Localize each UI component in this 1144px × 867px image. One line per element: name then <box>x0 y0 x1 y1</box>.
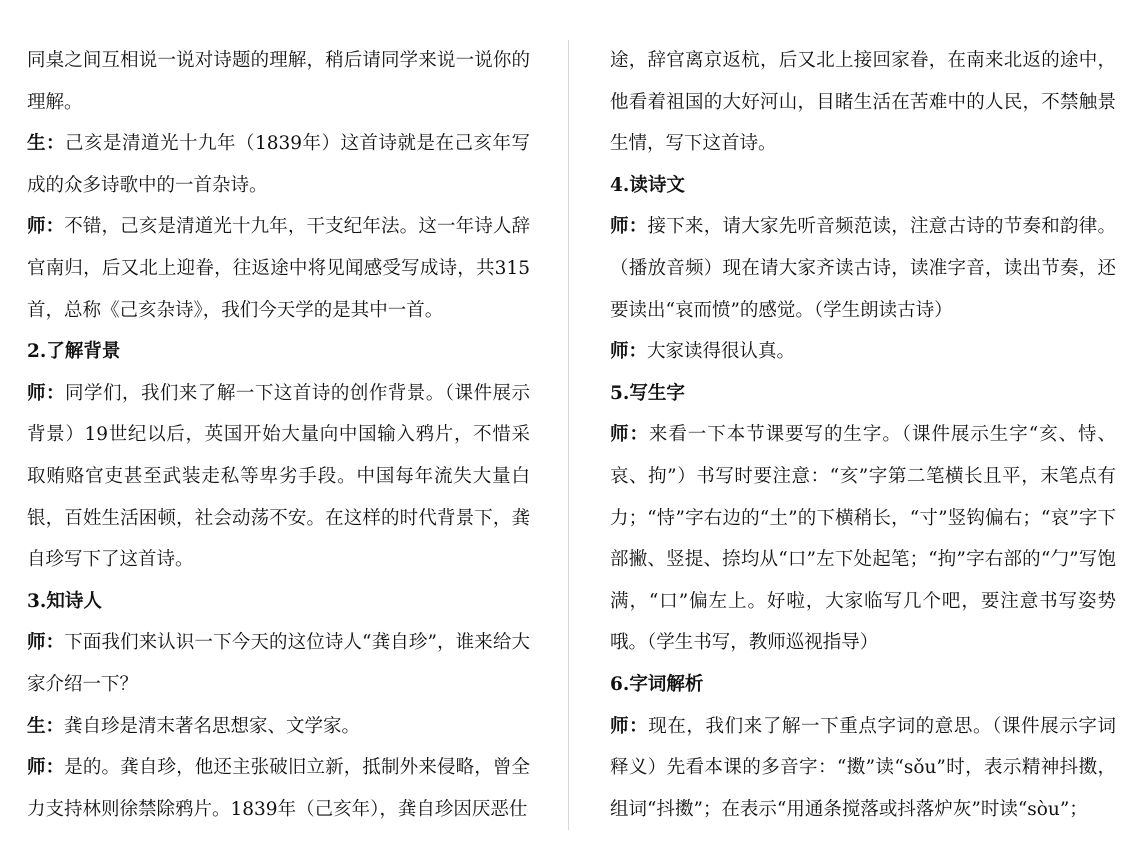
paragraph <box>27 622 530 705</box>
section-heading: 5.写生字 <box>610 382 685 404</box>
paragraph-text: 大家读得很认真。 <box>647 341 796 363</box>
paragraph-text: 接下来，请大家先听音频范读，注意古诗的节奏和韵律。（播放音频）现在请大家齐读古诗，读准字音，读出节奏，还要读出“哀而愤”的感觉。（学生朗读古诗） <box>610 216 1116 321</box>
column-divider <box>568 40 569 830</box>
speaker-label: 师： <box>610 715 649 737</box>
section-heading: 3.知诗人 <box>27 590 102 612</box>
paragraph-text: 下面我们来认识一下今天的这位诗人“龚自珍”，谁来给大家介绍一下？ <box>27 632 530 695</box>
paragraph-text: 是的。龚自珍，他还主张破旧立新，抵制外来侵略，曾全力支持林则徐禁除鸦片。1839年（己亥年），龚自珍因厌恶仕 <box>27 757 530 820</box>
speaker-label: 师： <box>27 382 65 404</box>
paragraph-text: 现在，我们来了解一下重点字词的意思。（课件展示字词释义）先看本课的多音字：“擞”读“sǒu”时，表示精神抖擞，组词“抖擞”；在表示“用通条搅落或抖落炉灰”时读“sòu”； <box>610 715 1116 820</box>
paragraph <box>27 706 530 748</box>
section-heading: 4.读诗文 <box>610 174 685 196</box>
paragraph <box>610 414 1116 664</box>
paragraph <box>27 123 530 206</box>
paragraph: 途，辞官离京返杭，后又北上接回家眷，在南来北返的途中，他看着祖国的大好河山，目睹生活在苦难中的人民，不禁触景生情，写下这首诗。 <box>610 50 1116 155</box>
paragraph-text: 同学们，我们来了解一下这首诗的创作背景。（课件展示背景）19世纪以后，英国开始大量向中国输入鸦片，不惜采取贿赂官吏甚至武装走私等卑劣手段。中国每年流失大量白银，百姓生活困顿，社会动荡不安。在这样的时代背景下，龚自珍写下了这首诗。 <box>27 382 530 571</box>
speaker-label: 师： <box>610 216 648 238</box>
paragraph <box>27 206 530 331</box>
speaker-label: 师： <box>610 424 649 446</box>
paragraph-text: 不错，己亥是清道光十九年，干支纪年法。这一年诗人辞官南归，后又北上迎眷，往返途中将见闻感受写成诗，共315首，总称《己亥杂诗》，我们今天学的是其中一首。 <box>27 216 530 321</box>
paragraph-text: 龚自珍是清末著名思想家、文学家。 <box>64 715 361 737</box>
speaker-label: 师： <box>27 757 65 779</box>
speaker-label: 师： <box>27 632 65 654</box>
paragraph-text: 来看一下本节课要写的生字。（课件展示生字“亥、恃、哀、拘”）书写时要注意：“亥”字第二笔横长且平，末笔点有力；“恃”字右边的“土”的下横稍长，“寸”竖钩偏右；“哀”字下部撇、竖提、捺均从“口”左下处起笔；“拘”字右部的“勹”写饱满，“口”偏左上。好啦，大家临写几个吧，要注意书写姿势哦。（学生书写，教师巡视指导） <box>610 424 1116 654</box>
paragraph <box>610 706 1116 831</box>
left-column <box>27 40 530 830</box>
paragraph <box>27 747 530 830</box>
section-heading: 2.了解背景 <box>27 341 121 363</box>
paragraph <box>27 373 530 581</box>
speaker-label: 师： <box>27 216 65 238</box>
speaker-label: 师： <box>610 341 648 363</box>
section-heading: 6.字词解析 <box>610 673 704 695</box>
speaker-label: 生： <box>27 133 65 155</box>
paragraph <box>610 206 1116 331</box>
right-column <box>610 40 1116 830</box>
paragraph-text: 己亥是清道光十九年（1839年）这首诗就是在己亥年写成的众多诗歌中的一首杂诗。 <box>27 133 530 196</box>
speaker-label: 生： <box>27 715 65 737</box>
paragraph <box>610 331 1116 373</box>
paragraph: 同桌之间互相说一说对诗题的理解，稍后请同学来说一说你的理解。 <box>27 50 530 113</box>
